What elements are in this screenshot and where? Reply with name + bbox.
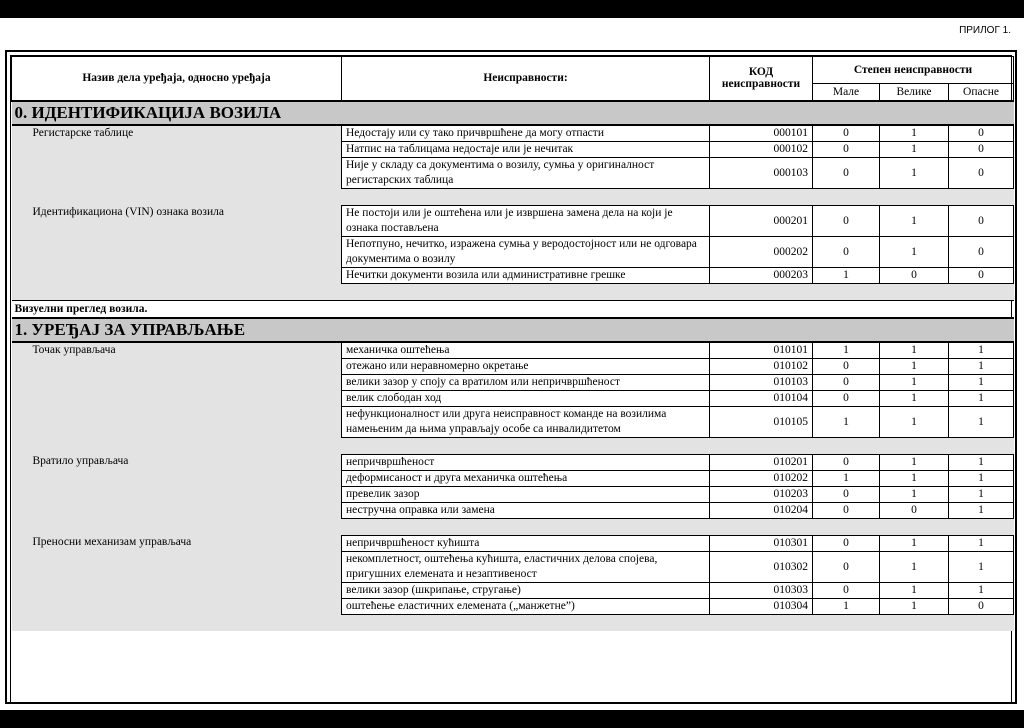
defect-code: 010203 — [710, 486, 813, 502]
section-note-text: Визуелни преглед возила. — [12, 300, 1014, 318]
table-row — [12, 125, 1014, 142]
group-spacer-cell — [342, 614, 1014, 631]
degree-dangerous: 0 — [949, 598, 1014, 614]
header-defects: Неисправности: — [342, 57, 710, 101]
degree-dangerous: 1 — [949, 486, 1014, 502]
degree-dangerous: 1 — [949, 358, 1014, 374]
defect-code: 010105 — [710, 406, 813, 437]
part-name: Вратило управљача — [32, 455, 129, 467]
defect-code: 010101 — [710, 342, 813, 359]
degree-minor: 0 — [813, 486, 880, 502]
group-spacer-cell — [342, 283, 1014, 300]
degree-dangerous: 0 — [949, 267, 1014, 283]
table-body — [12, 101, 1014, 631]
degree-major: 1 — [880, 406, 949, 437]
degree-minor: 1 — [813, 342, 880, 359]
degree-dangerous: 0 — [949, 236, 1014, 267]
degree-major: 1 — [880, 125, 949, 142]
degree-dangerous: 1 — [949, 535, 1014, 551]
defect-description: Нечитки документи возила или административне грешке — [342, 267, 710, 283]
defect-description: нестручна оправка или замена — [342, 502, 710, 518]
degree-major: 1 — [880, 358, 949, 374]
degree-minor: 0 — [813, 390, 880, 406]
table-inner — [10, 55, 1012, 702]
defect-description: Није у складу са документима о возилу, сумња у оригиналност регистарских таблица — [342, 157, 710, 188]
defect-code: 010303 — [710, 582, 813, 598]
defect-code: 000203 — [710, 267, 813, 283]
degree-dangerous: 1 — [949, 374, 1014, 390]
degree-major: 1 — [880, 598, 949, 614]
degree-minor: 0 — [813, 454, 880, 470]
annex-label: ПРИЛОГ 1. — [959, 25, 1011, 36]
degree-minor: 0 — [813, 502, 880, 518]
table-row — [12, 205, 1014, 236]
header-degree: Степен неисправности — [813, 57, 1014, 84]
defect-description: велик слободан ход — [342, 390, 710, 406]
defect-description: Натпис на таблицама недостаје или је нечитак — [342, 141, 710, 157]
degree-major: 1 — [880, 582, 949, 598]
degree-major: 1 — [880, 374, 949, 390]
defect-description: нефункционалност или друга неисправност команде на возилима намењеним да њима управљају особе са инвалидитетом — [342, 406, 710, 437]
degree-dangerous: 0 — [949, 125, 1014, 142]
degree-major: 1 — [880, 141, 949, 157]
degree-dangerous: 0 — [949, 141, 1014, 157]
group-spacer-cell — [342, 518, 1014, 535]
degree-minor: 0 — [813, 157, 880, 188]
defect-code: 010302 — [710, 551, 813, 582]
degree-minor: 0 — [813, 205, 880, 236]
degree-minor: 0 — [813, 551, 880, 582]
degree-dangerous: 1 — [949, 502, 1014, 518]
defect-code: 010301 — [710, 535, 813, 551]
degree-minor: 0 — [813, 236, 880, 267]
defect-code: 000201 — [710, 205, 813, 236]
table-frame — [5, 50, 1017, 704]
table-header — [12, 57, 1014, 101]
degree-major: 1 — [880, 486, 949, 502]
defect-description: механичка оштећења — [342, 342, 710, 359]
defect-code: 010102 — [710, 358, 813, 374]
degree-major: 1 — [880, 236, 949, 267]
degree-dangerous: 1 — [949, 342, 1014, 359]
defect-description: деформисаност и друга механичка оштећења — [342, 470, 710, 486]
degree-major: 0 — [880, 267, 949, 283]
table-row — [12, 454, 1014, 470]
header-code-line1: КОД — [748, 66, 774, 79]
header-part-name: Назив дела уређаја, односно уређаја — [12, 57, 342, 101]
defect-description: Непотпуно, нечитко, изражена сумња у веродостојност или не одговара документима о возилу — [342, 236, 710, 267]
degree-major: 0 — [880, 502, 949, 518]
defect-code: 010103 — [710, 374, 813, 390]
degree-major: 1 — [880, 454, 949, 470]
degree-minor: 1 — [813, 406, 880, 437]
degree-major: 1 — [880, 551, 949, 582]
defect-description: оштећење еластичних елемената („манжетне”) — [342, 598, 710, 614]
section-title: 0. ИДЕНТИФИКАЦИЈА ВОЗИЛА — [12, 101, 1014, 125]
defect-description: непричвршћеност — [342, 454, 710, 470]
degree-minor: 0 — [813, 125, 880, 142]
part-name: Преносни механизам управљача — [32, 536, 192, 548]
degree-minor: 0 — [813, 141, 880, 157]
defect-code: 000102 — [710, 141, 813, 157]
defect-code: 010204 — [710, 502, 813, 518]
defect-code: 000103 — [710, 157, 813, 188]
degree-dangerous: 0 — [949, 157, 1014, 188]
degree-dangerous: 1 — [949, 582, 1014, 598]
header-code — [710, 57, 813, 101]
defect-description: Не постоји или је оштећена или је извршена замена дела на који је ознака постављена — [342, 205, 710, 236]
degree-major: 1 — [880, 390, 949, 406]
defect-description: непричвршћеност кућишта — [342, 535, 710, 551]
header-major: Велике — [880, 84, 949, 101]
part-name: Точак управљача — [32, 343, 116, 356]
defects-table — [11, 56, 1014, 631]
degree-dangerous: 0 — [949, 205, 1014, 236]
degree-minor: 1 — [813, 470, 880, 486]
degree-minor: 0 — [813, 535, 880, 551]
defect-code: 010201 — [710, 454, 813, 470]
header-code-line2: неисправности — [721, 78, 801, 91]
degree-major: 1 — [880, 205, 949, 236]
document-page — [0, 18, 1024, 710]
section-title-row — [12, 318, 1014, 342]
degree-major: 1 — [880, 342, 949, 359]
group-spacer-cell — [342, 437, 1014, 454]
degree-minor: 0 — [813, 582, 880, 598]
defect-description: велики зазор (шкрипање, стругање) — [342, 582, 710, 598]
defect-description: Недостају или су тако причвршћене да могу отпасти — [342, 125, 710, 142]
part-name: Регистарске таблице — [32, 126, 134, 139]
degree-major: 1 — [880, 157, 949, 188]
degree-minor: 0 — [813, 358, 880, 374]
section-title: 1. УРЕЂАЈ ЗА УПРАВЉАЊЕ — [12, 318, 1014, 342]
degree-dangerous: 1 — [949, 470, 1014, 486]
degree-dangerous: 1 — [949, 454, 1014, 470]
defect-code: 010202 — [710, 470, 813, 486]
defect-code: 010104 — [710, 390, 813, 406]
degree-dangerous: 1 — [949, 406, 1014, 437]
defect-description: некомплетност, оштећења кућишта, еластичних делова спојева, пригушних елемената и незаптивеност — [342, 551, 710, 582]
defect-code: 000202 — [710, 236, 813, 267]
defect-code: 000101 — [710, 125, 813, 142]
table-row — [12, 535, 1014, 551]
defect-code: 010304 — [710, 598, 813, 614]
degree-minor: 1 — [813, 267, 880, 283]
degree-minor: 0 — [813, 374, 880, 390]
section-note — [12, 300, 1014, 318]
degree-minor: 1 — [813, 598, 880, 614]
defect-description: превелик зазор — [342, 486, 710, 502]
table-row — [12, 342, 1014, 359]
defect-description: велики зазор у споју са вратилом или непричвршћеност — [342, 374, 710, 390]
degree-major: 1 — [880, 535, 949, 551]
section-title-row — [12, 101, 1014, 125]
degree-dangerous: 1 — [949, 551, 1014, 582]
degree-dangerous: 1 — [949, 390, 1014, 406]
group-spacer-cell — [342, 188, 1014, 205]
degree-major: 1 — [880, 470, 949, 486]
defect-description: отежано или неравномерно окретање — [342, 358, 710, 374]
part-name: Идентификациона (VIN) ознака возила — [32, 206, 224, 218]
header-minor: Мале — [813, 84, 880, 101]
header-dangerous: Опасне — [949, 84, 1014, 101]
